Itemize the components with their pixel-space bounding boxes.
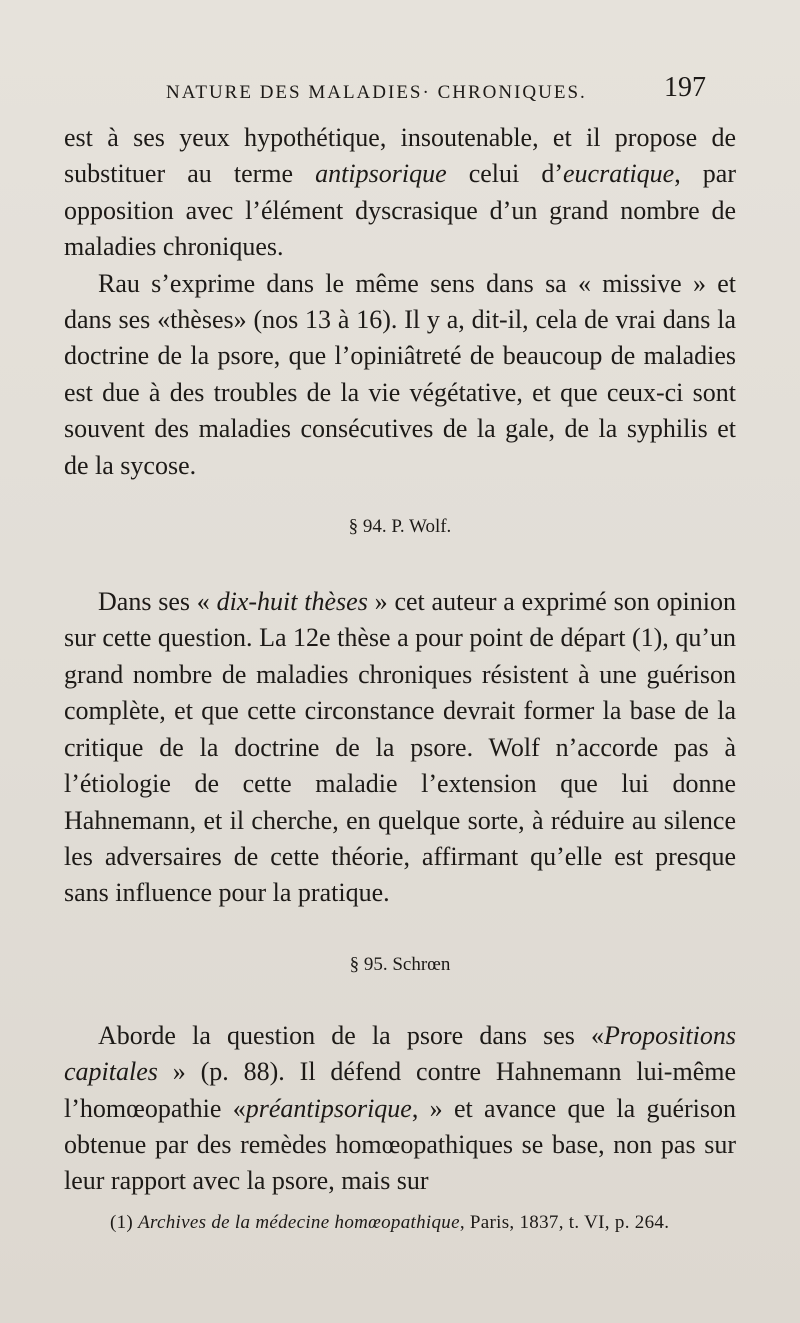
paragraph-4-text-a: Aborde la question de la psore dans ses « bbox=[98, 1020, 605, 1050]
paragraph-2: Rau s’exprime dans le même sens dans sa « missive » et dans ses «thèses» (nos 13 à 16). Il y a, dit-il, cela de vrai dans la doctrine de la psore, que l’opiniâtreté de beaucoup de maladies est due à des troubles de la vie végétative, et que ceux-ci sont souvent des maladies consécutives de la gale, de la syphilis et de la sycose. bbox=[64, 268, 736, 480]
section-heading-94: § 94. P. Wolf. bbox=[348, 516, 452, 538]
footnote-reference: , Paris, 1837, t. VI, p. 264. bbox=[459, 1212, 670, 1233]
paragraph-1-text-a: est à ses yeux hypothétique, insoutenable, et il propose de substituer au terme bbox=[64, 123, 736, 189]
paragraph-1-text-b: celui d’ bbox=[446, 159, 564, 189]
paragraph-4-italic-b: préantipsorique bbox=[245, 1093, 412, 1123]
paragraph-4 bbox=[64, 1018, 736, 1200]
paragraph-1-italic-a: antipsorique bbox=[315, 159, 447, 189]
paragraph-4-text-c: , » et avance que la guérison obtenue par des remèdes homœopathiques se base, non pas sur leur rapport avec la psore, mais sur bbox=[64, 1093, 736, 1196]
paragraph-3-text-a: Dans ses « bbox=[98, 587, 217, 617]
body-text bbox=[64, 120, 736, 1200]
paragraph-1 bbox=[64, 120, 736, 266]
page-header bbox=[0, 72, 800, 112]
section-heading-95: § 95. Schrœn bbox=[349, 953, 451, 975]
paragraph-1-text-c: , par opposition avec l’élément dyscrasique d’un grand nombre de maladies chroniques. bbox=[64, 159, 737, 262]
footnote bbox=[110, 1212, 669, 1234]
paragraph-1-italic-b: eucratique bbox=[563, 159, 675, 189]
page-number: 197 bbox=[664, 72, 706, 103]
paragraph-3 bbox=[64, 584, 736, 912]
running-title: NATURE DES MALADIES· CHRONIQUES. bbox=[166, 82, 587, 103]
paragraph-3-text-b: » cet auteur a exprimé son opinion sur cette question. La 12e thèse a pour point de départ (1), qu’un grand nombre de maladies chroniques résistent à une guérison complète, et que cette circonstance devrait former la base de la critique de la doctrine de la psore. Wolf n’accorde pas à l’étiologie de cette maladie l’extension que lui donne Hahnemann, et il cherche, en quelque sorte, à réduire au silence les adversaires de cette théorie, affirmant qu’elle est presque sans influence pour la pratique. bbox=[64, 587, 736, 908]
footnote-marker: (1) bbox=[110, 1212, 139, 1233]
paragraph-4-text-b: » (p. 88). Il défend contre Hahnemann lui-même l’homœopathie « bbox=[64, 1057, 736, 1123]
paragraph-4-italic-a: Propositions capitales bbox=[64, 1020, 736, 1087]
footnote-title: Archives de la médecine homœopathique bbox=[138, 1212, 460, 1233]
paragraph-3-italic-a: dix-huit thèses bbox=[216, 587, 368, 617]
